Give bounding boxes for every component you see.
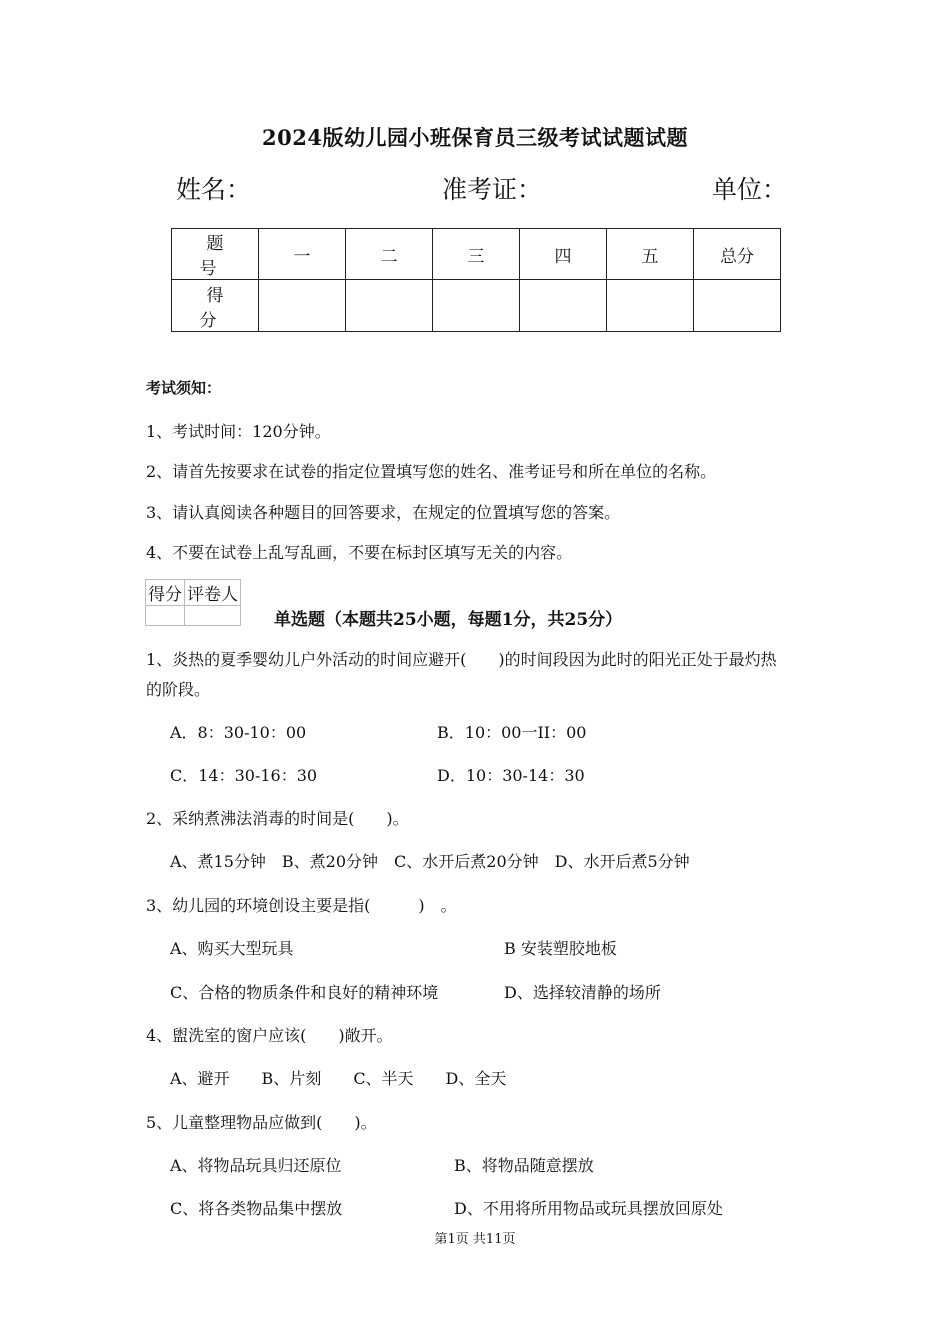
option-d: D、不用将所用物品或玩具摆放回原处	[454, 1199, 723, 1218]
option-a: A、将物品玩具归还原位	[170, 1156, 342, 1175]
option-c: C、将各类物品集中摆放	[170, 1199, 343, 1218]
option-d: D、选择较清静的场所	[504, 983, 661, 1002]
score-table	[171, 228, 781, 332]
section-4-score-cell	[520, 280, 607, 332]
section-3-header: 三	[433, 229, 520, 280]
section-3-score-cell	[433, 280, 520, 332]
options-line: A、煮15分钟 B、煮20分钟 C、水开后煮20分钟 D、水开后煮5分钟	[170, 852, 690, 871]
page-title: 2024版幼儿园小班保育员三级考试试题试题	[262, 125, 688, 150]
notice-item: 2、请首先按要求在试卷的指定位置填写您的姓名、准考证号和所在单位的名称。	[146, 462, 717, 481]
grader-name-cell	[185, 606, 241, 626]
score-table-header-row	[172, 229, 781, 280]
unit-field-label: 单位：	[712, 175, 788, 204]
section-5-header: 五	[607, 229, 694, 280]
question-number-label: 题 号	[172, 229, 259, 280]
notice-item: 3、请认真阅读各种题目的回答要求，在规定的位置填写您的答案。	[146, 503, 621, 522]
notice-item: 1、考试时间：120分钟。	[146, 422, 331, 441]
option-b: B．10：00一II：00	[437, 723, 587, 742]
score-table-score-row	[172, 280, 781, 332]
question-stem: 2、采纳煮沸法消毒的时间是( )。	[146, 809, 409, 828]
section-2-score-cell	[346, 280, 433, 332]
section-5-score-cell	[607, 280, 694, 332]
section-2-header: 二	[346, 229, 433, 280]
option-a: A、购买大型玩具	[170, 939, 294, 958]
page-footer: 第1页 共11页	[434, 1232, 516, 1247]
section-1-score-cell	[259, 280, 346, 332]
options-line: A、避开 B、片刻 C、半天 D、全天	[170, 1069, 507, 1088]
option-d: D．10：30-14：30	[437, 766, 585, 785]
option-b: B、将物品随意摆放	[454, 1156, 594, 1175]
notice-heading: 考试须知：	[146, 379, 222, 397]
name-field-label: 姓名：	[176, 175, 252, 204]
notice-item: 4、不要在试卷上乱写乱画，不要在标封区填写无关的内容。	[146, 543, 573, 562]
total-header: 总分	[694, 229, 781, 280]
question-stem: 3、幼儿园的环境创设主要是指( ) 。	[146, 896, 457, 915]
section-1-header: 一	[259, 229, 346, 280]
option-b: B 安装塑胶地板	[504, 939, 617, 958]
question-stem-continued: 的阶段。	[146, 680, 211, 699]
option-a: A．8：30-10：00	[170, 723, 307, 742]
option-c: C、合格的物质条件和良好的精神环境	[170, 983, 439, 1002]
section-title: 单选题（本题共25小题，每题1分，共25分）	[274, 610, 623, 630]
total-score-cell	[694, 280, 781, 332]
grader-score-cell	[146, 606, 185, 626]
exam-number-field-label: 准考证：	[442, 175, 543, 204]
option-c: C．14：30-16：30	[170, 766, 318, 785]
grader-score-label: 得分	[146, 580, 185, 606]
score-label: 得 分	[172, 280, 259, 332]
question-stem: 1、炎热的夏季婴幼儿户外活动的时间应避开( )的时间段因为此时的阳光正处于最灼热	[146, 650, 777, 669]
section-4-header: 四	[520, 229, 607, 280]
grader-name-label: 评卷人	[185, 580, 241, 606]
question-stem: 5、儿童整理物品应做到( )。	[146, 1113, 377, 1132]
question-stem: 4、盥洗室的窗户应该( )敞开。	[146, 1026, 393, 1045]
grader-box	[145, 579, 241, 626]
